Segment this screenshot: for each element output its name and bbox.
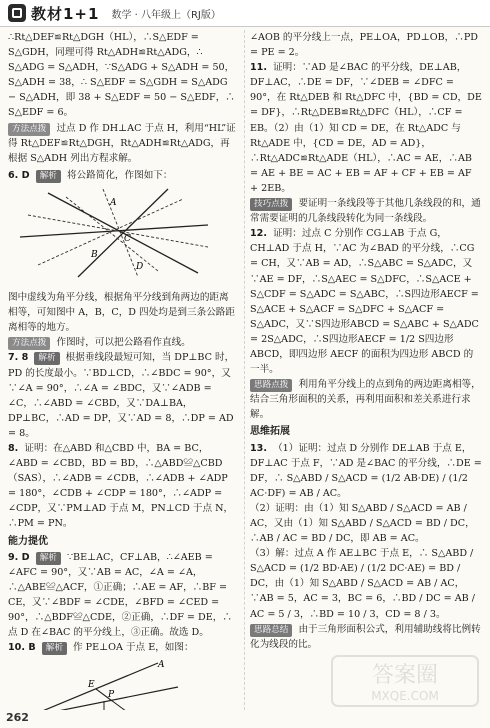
q13-number: 13. bbox=[250, 442, 267, 454]
watermark-logo bbox=[330, 652, 480, 710]
q7-number: 7. 8 bbox=[8, 352, 29, 364]
q7-text: 根据垂线段最短可知，当 DP⊥BC 时，PD 的长度最小。∵BD⊥CD，∴∠BDC = 90°，又∵∠A = 90°，∴∠A = ∠BDC，又∵∠ADB = ∠C，∴∠ABD = ∠CBD，又∵DA⊥BA，DP⊥BC，∴AD = DP，又∵AD = 8，∴DP = AD = 8。 bbox=[8, 352, 235, 439]
method-text-2: 作图时，可以把公路看作直线。 bbox=[56, 337, 191, 349]
q11-number: 11. bbox=[250, 62, 267, 74]
analysis-tag-q9: 解析 bbox=[36, 552, 61, 565]
book-subtitle: 数学 · 八年级上（RJ版） bbox=[111, 9, 221, 21]
road-figure bbox=[8, 185, 238, 286]
idea-text: 利用角平分线上的点到角的两边距离相等，结合三角形面积的关系，再利用面积和差关系进行求解。 bbox=[250, 379, 481, 421]
q6-number: 6. D bbox=[8, 169, 30, 181]
fig1-label-D: D bbox=[136, 261, 144, 272]
analysis-tag-q7: 解析 bbox=[34, 352, 59, 365]
q6-text: 将公路简化，作图如下： bbox=[66, 169, 173, 181]
section-extension: 思维拓展 bbox=[250, 426, 290, 438]
watermark-line2: MXQE.COM bbox=[371, 689, 439, 703]
method-text: 过点 D 作 DH⊥AC 于点 H，利用“HL”证得 Rt△DEF≌Rt△DGH，Rt△ADH≌Rt△ADG，再根据 S△ADH 列出方程求解。 bbox=[8, 122, 236, 164]
fig1-label-C: C bbox=[124, 233, 131, 244]
brand-title: 教材1+1 bbox=[31, 4, 100, 23]
q10-number: 10. B bbox=[8, 642, 36, 654]
summary-text: 由于三角形面积公式，利用辅助线将比例转化为线段的比。 bbox=[250, 623, 481, 650]
method-tag-2: 方法点拨 bbox=[8, 337, 50, 350]
skill-tag: 技巧点拨 bbox=[250, 198, 292, 211]
idea-tag: 思路点拨 bbox=[250, 379, 292, 392]
q9-text: ∵BE⊥AC，CF⊥AB，∴∠AEB = ∠AFC = 90°，又∵AB = AC，∠A = ∠A，∴△ABE≌△ACF，①正确；∴AE = AF，∴BF = CE，又∵∠BDF = ∠CDE，∠BFD = ∠CED = 90°，∴△BDF≌△CDE，②正确，∴DF = DE，∴点 D 在∠BAC 的平分线上，③正确。故选 D。 bbox=[8, 551, 232, 639]
page-number: 262 bbox=[6, 711, 29, 724]
right-column bbox=[250, 30, 482, 710]
skill-text: 要证明一条线段等于其他几条线段的和，通常需要证明的几条线段转化为同一条线段。 bbox=[250, 198, 481, 225]
q12-number: 12. bbox=[250, 228, 267, 240]
summary-tag: 思路总结 bbox=[250, 624, 292, 637]
q13-part2: （2）证明：由（1）知 S△ABD / S△ACD = AB / AC，又由（1）知 S△ABD / S△ACD = BD / DC，∴AB / AC = BD / DC，即 AB = AC。 bbox=[250, 502, 475, 545]
left-column bbox=[8, 30, 238, 710]
method-tag: 方法点拨 bbox=[8, 123, 50, 136]
analysis-tag-q10: 解析 bbox=[42, 642, 67, 655]
fig2-label-P: P bbox=[108, 690, 115, 701]
section-ability: 能力提优 bbox=[8, 535, 48, 547]
q8-number: 8. bbox=[8, 442, 19, 454]
q10-continued: ∠AOB 的平分线上一点，PE⊥OA，PD⊥OB，∴PD = PE = 2。 bbox=[250, 32, 478, 59]
q13-part1: （1）证明：过点 D 分别作 DE⊥AB 于点 E，DF⊥AC 于点 F，∵AD 是∠BAC 的平分线，∴DE = DF，∴ S△ABD / S△ACD = (1/2 AB·DE) / (1/2 AC·DF) = AB / AC。 bbox=[250, 442, 482, 499]
q12-text: 证明：过点 C 分别作 CG⊥AB 于点 G，CH⊥AD 于点 H，∵AC 为∠BAD 的平分线，∴CG = CH，又∵AB = AD，∴S△ABC = S△ADC，又∵AE = DF，∴S△AEC = S△DFC，∴S△ACE + S△CDF = S△ADC = S△ABC，∴S四边形AECF = S△ACE + S△ACF = S△DFC + S△ACF = S△ADC，又∵S四边形ABCD = S△ABC + S△ADC = 2S△ADC，∴S四边形AECF = 1/2 S四边形ABCD，即四边形 AECF 的面积为四边形 ABCD 的一半。 bbox=[250, 228, 479, 376]
fig1-label-A: A bbox=[110, 197, 117, 208]
page-header bbox=[0, 0, 490, 27]
watermark-line1: 答案圈 bbox=[371, 663, 439, 688]
angle-figure bbox=[8, 657, 238, 710]
angle-diagram bbox=[8, 657, 208, 710]
fig2-label-E: E bbox=[88, 680, 95, 691]
fig1-label-B: B bbox=[91, 249, 98, 260]
q11-text: 证明：∵AD 是∠BAC 的平分线，DE⊥AB，DF⊥AC，∴DE = DF，∵∠DEB = ∠DFC = 90°，在 Rt△DEB 和 Rt△DFC 中，{BD = CD，DE = DF}，∴Rt△DEB≌Rt△DFC（HL），∴CF = EB。（2）由（1）知 CD = DE，在 Rt△ADC 与 Rt△ADE 中，{CD = DE，AD = AD}，∴Rt△ADC≌Rt△ADE（HL），∴AC = AE，∴AB = AE + BE = AC + EB = AF + CF + EB = AF + 2EB。 bbox=[250, 62, 482, 194]
q13-part3: （3）解：过点 A 作 AE⊥BC 于点 E，∴ S△ABD / S△ACD = (1/2 BD·AE) / (1/2 DC·AE) = BD / DC，由（1）知 S△ABD / S△ACD = AB / AC，∵AB = 5，AC = 3，BC = 6，∴BD / DC = AB / AC = 5 / 3，∴BD = 10 / 3，CD = 8 / 3。 bbox=[250, 548, 476, 620]
item-5-continued: ∴Rt△DEF≌Rt△DGH（HL），∴S△EDF = S△GDH，同理可得 Rt△ADH≌Rt△ADG，∴ S△ADG = S△ADH，∵S△ADG + S△ADH = 50，S△ADH = 38，∴ S△EDF = S△GDH = S△ADG − S△ADH，即 38 + S△EDF = 50 − S△EDF，∴ S△EDF = 6。 bbox=[8, 32, 235, 119]
q6-explanation: 图中虚线为角平分线，根据角平分线到角两边的距离相等，可知图中 A，B，C，D 四处均是到三条公路距离相等的地方。 bbox=[8, 292, 235, 334]
q9-number: 9. D bbox=[8, 551, 30, 563]
fig2-label-A: A bbox=[158, 660, 165, 671]
column-divider bbox=[244, 30, 245, 710]
analysis-tag: 解析 bbox=[36, 170, 61, 183]
road-diagram bbox=[8, 185, 218, 281]
book-logo-icon bbox=[8, 4, 26, 22]
q10-text: 作 PE⊥OA 于点 E，如图： bbox=[72, 642, 194, 654]
q8-text: 证明：在△ABD 和△CBD 中，BA = BC，∠ABD = ∠CBD，BD = BD，∴△ABD≌△CBD（SAS），∴∠ADB = ∠CDB，∴∠ADB + ∠ADP = 180°，∠CDB + ∠CDP = 180°，∴∠ADP = ∠CDP，又∵PM⊥AD 于点 M，PN⊥CD 于点 N，∴PM = PN。 bbox=[8, 442, 234, 530]
